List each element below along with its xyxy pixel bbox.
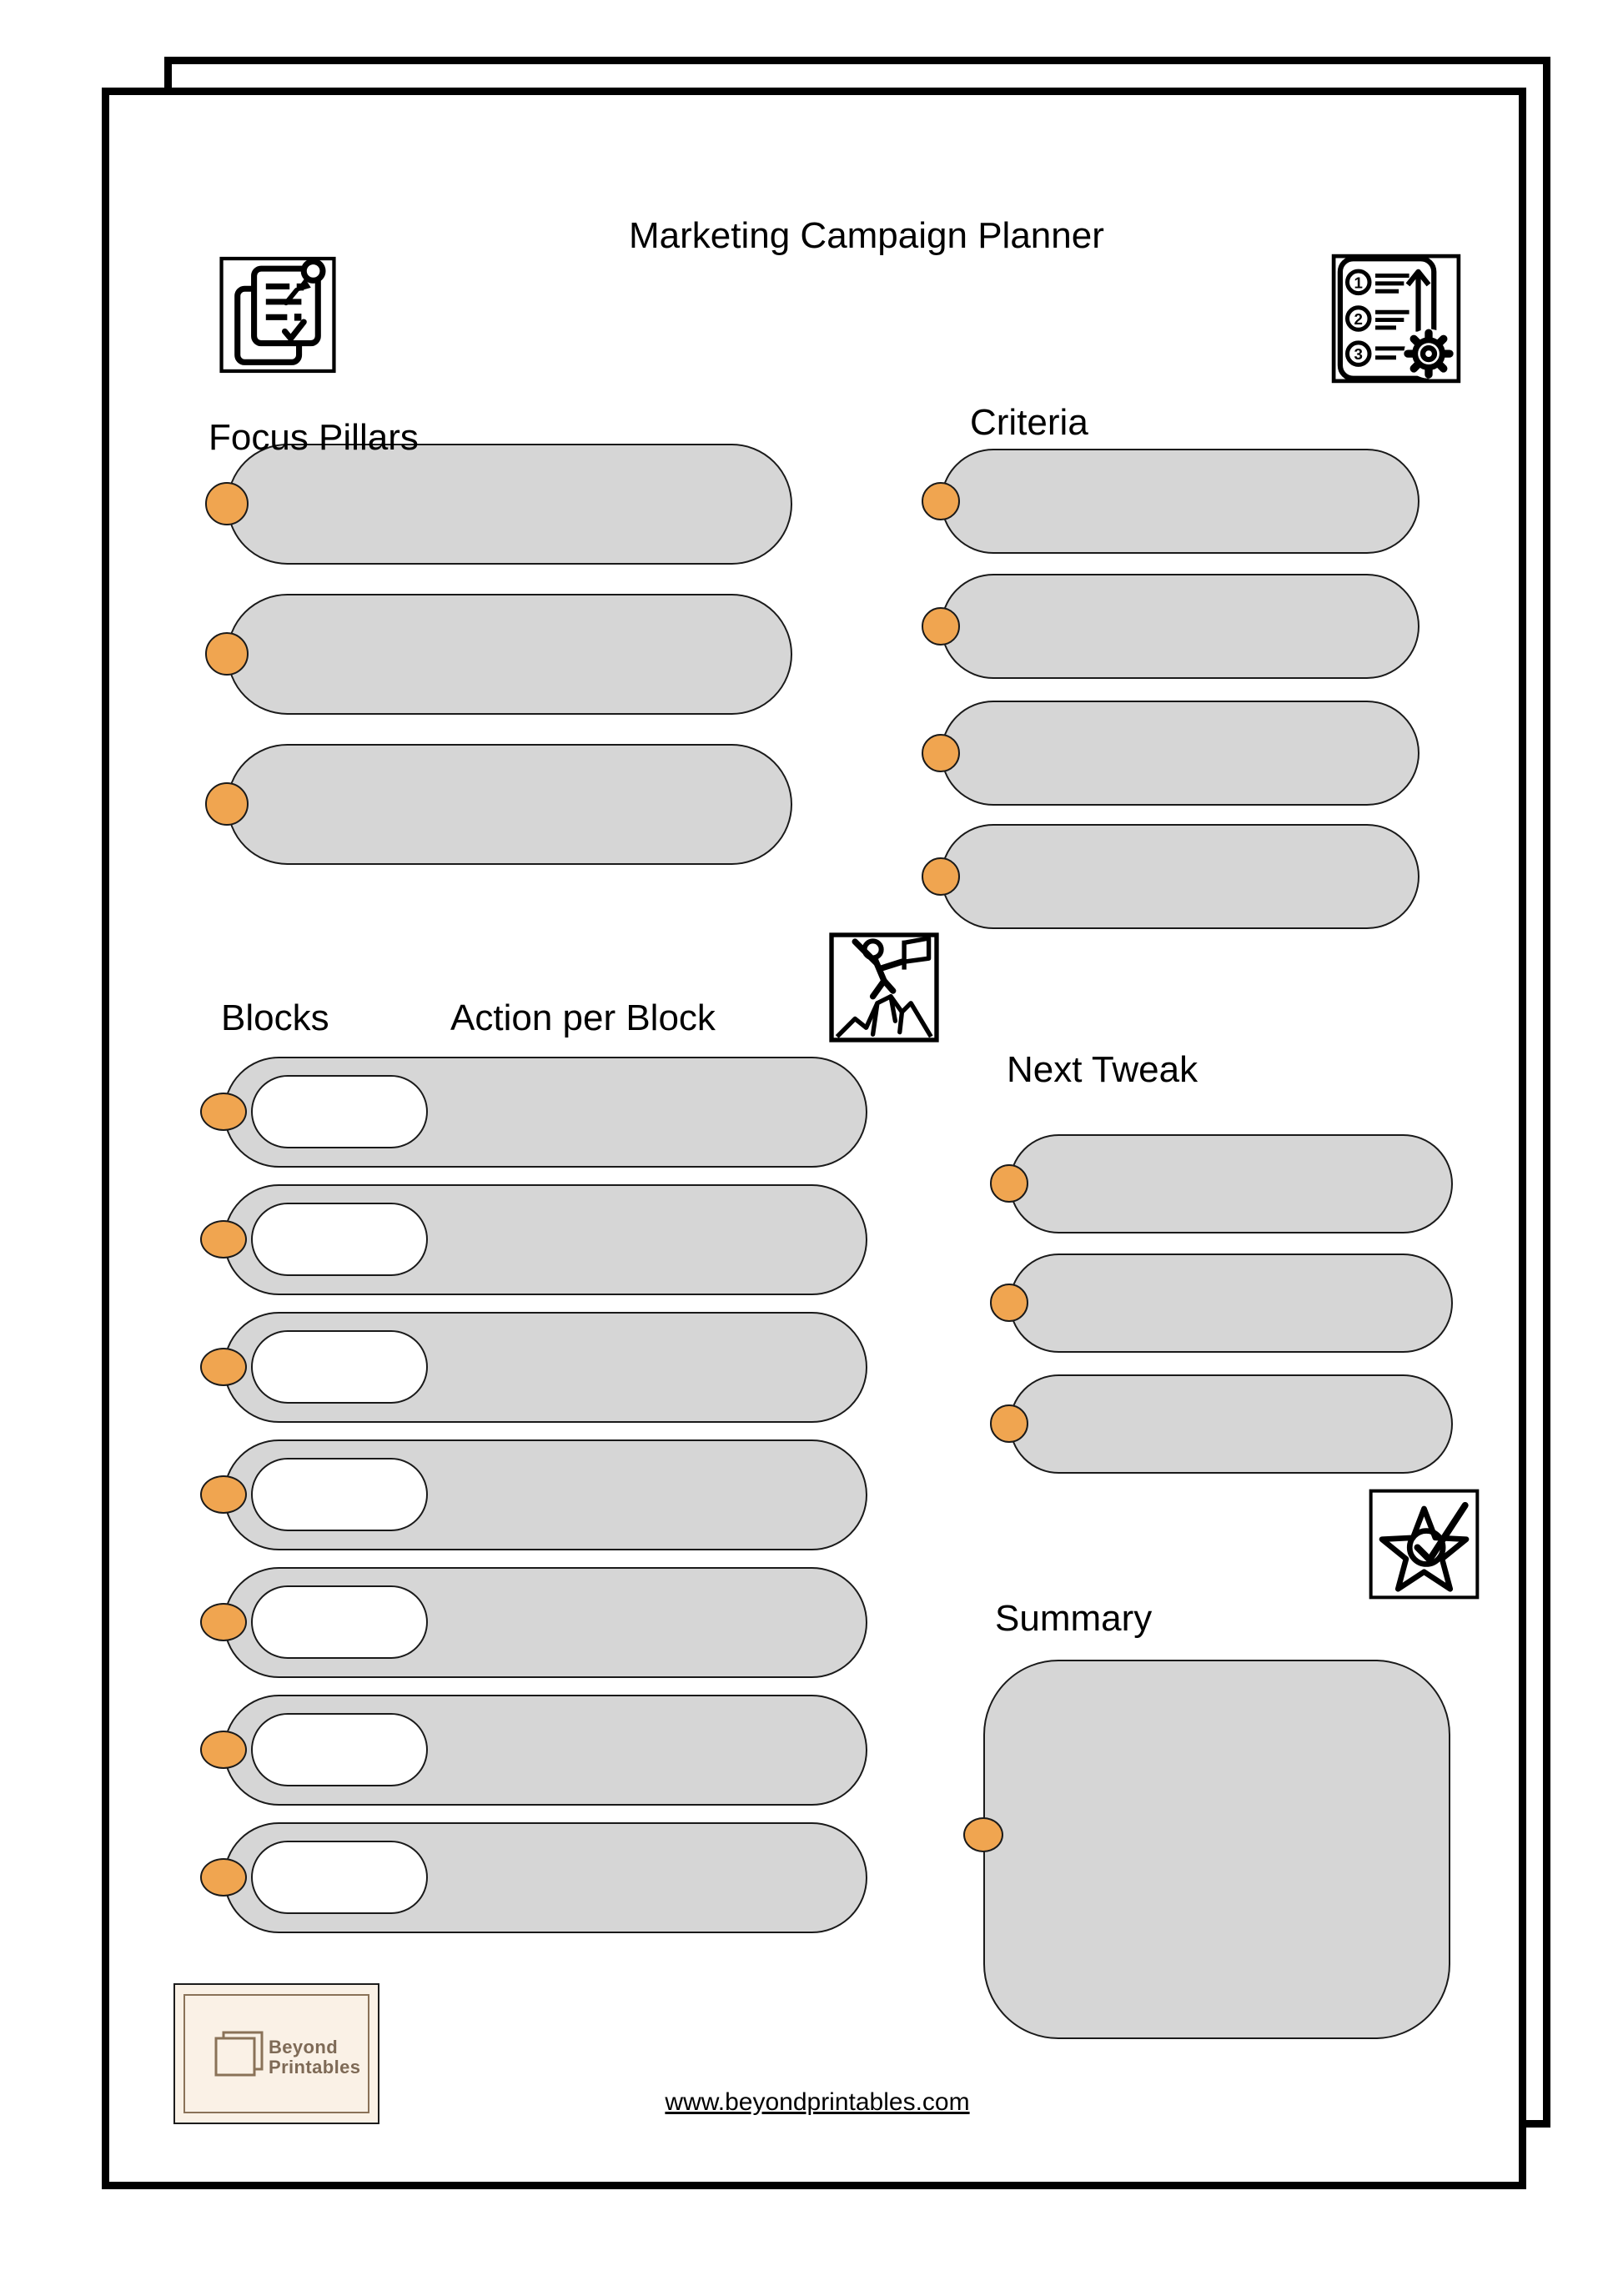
focus-pillars-section bbox=[227, 444, 792, 869]
block-row bbox=[224, 1057, 867, 1168]
pill-field bbox=[227, 444, 792, 565]
bullet-dot bbox=[990, 1404, 1028, 1443]
brand-logo bbox=[173, 1983, 379, 2124]
bullet-dot bbox=[922, 857, 960, 896]
summary-field bbox=[983, 1660, 1450, 2039]
bullet-dot bbox=[200, 1093, 247, 1131]
bullet-dot bbox=[200, 1603, 247, 1641]
bullet-dot bbox=[922, 734, 960, 772]
bullet-dot bbox=[200, 1220, 247, 1259]
block-field bbox=[251, 1585, 428, 1659]
bullet-dot bbox=[990, 1164, 1028, 1203]
block-field bbox=[251, 1075, 428, 1148]
logo-text-line2: Printables bbox=[269, 2057, 361, 2077]
criteria-pill-row bbox=[941, 449, 1419, 554]
numbered-steps-gear-icon bbox=[1331, 253, 1461, 384]
block-field bbox=[251, 1203, 428, 1276]
heading-action-per-block: Action per Block bbox=[450, 997, 716, 1038]
heading-focus-pillars: Focus Pillars bbox=[209, 417, 419, 458]
block-field bbox=[251, 1713, 428, 1786]
bullet-dot bbox=[922, 482, 960, 520]
pill-field bbox=[941, 701, 1419, 806]
bullet-dot bbox=[200, 1731, 247, 1769]
stacked-pages-icon bbox=[214, 2030, 265, 2080]
pill-field bbox=[941, 574, 1419, 679]
pill-field bbox=[941, 449, 1419, 554]
page-title: Marketing Campaign Planner bbox=[629, 215, 1104, 256]
block-field bbox=[251, 1330, 428, 1404]
heading-summary: Summary bbox=[995, 1598, 1153, 1639]
block-row bbox=[224, 1312, 867, 1423]
bullet-dot bbox=[200, 1858, 247, 1897]
criteria-pill-row bbox=[941, 574, 1419, 679]
pill-field bbox=[227, 594, 792, 715]
block-row bbox=[224, 1695, 867, 1806]
svg-text:2: 2 bbox=[1354, 310, 1363, 329]
block-row bbox=[224, 1184, 867, 1295]
block-row bbox=[224, 1822, 867, 1933]
criteria-pill-row bbox=[941, 824, 1419, 929]
pill-field bbox=[1009, 1374, 1453, 1474]
pill-field bbox=[227, 744, 792, 865]
heading-criteria: Criteria bbox=[970, 402, 1088, 443]
focus-pill-row bbox=[227, 594, 792, 715]
pill-field bbox=[1009, 1134, 1453, 1233]
criteria-section bbox=[941, 449, 1419, 932]
bullet-dot bbox=[205, 632, 249, 676]
blocks-section bbox=[224, 1057, 867, 1937]
next-tweak-section bbox=[1009, 1134, 1453, 1476]
bullet-dot bbox=[963, 1817, 1003, 1852]
bullet-dot bbox=[200, 1348, 247, 1386]
svg-text:1: 1 bbox=[1354, 274, 1363, 292]
notes-pushpin-icon bbox=[219, 254, 337, 375]
focus-pill-row bbox=[227, 444, 792, 565]
next-tweak-row bbox=[1009, 1134, 1453, 1233]
svg-text:3: 3 bbox=[1354, 345, 1363, 364]
criteria-pill-row bbox=[941, 701, 1419, 806]
next-tweak-row bbox=[1009, 1254, 1453, 1353]
website-link[interactable]: www.beyondprintables.com bbox=[665, 2088, 970, 2116]
mountain-climber-flag-icon bbox=[828, 931, 940, 1044]
block-field bbox=[251, 1841, 428, 1914]
bullet-dot bbox=[205, 482, 249, 525]
focus-pill-row bbox=[227, 744, 792, 865]
next-tweak-row bbox=[1009, 1374, 1453, 1474]
heading-blocks: Blocks bbox=[221, 997, 329, 1038]
block-field bbox=[251, 1458, 428, 1531]
bullet-dot bbox=[990, 1284, 1028, 1322]
pill-field bbox=[1009, 1254, 1453, 1353]
block-row bbox=[224, 1567, 867, 1678]
logo-text bbox=[269, 2037, 360, 2077]
bullet-dot bbox=[922, 607, 960, 646]
bullet-dot bbox=[200, 1475, 247, 1514]
star-checkmark-icon bbox=[1364, 1489, 1485, 1600]
pill-field bbox=[941, 824, 1419, 929]
block-row bbox=[224, 1439, 867, 1550]
logo-text-line1: Beyond bbox=[269, 2037, 339, 2057]
heading-next-tweak: Next Tweak bbox=[1007, 1049, 1198, 1090]
bullet-dot bbox=[205, 782, 249, 826]
